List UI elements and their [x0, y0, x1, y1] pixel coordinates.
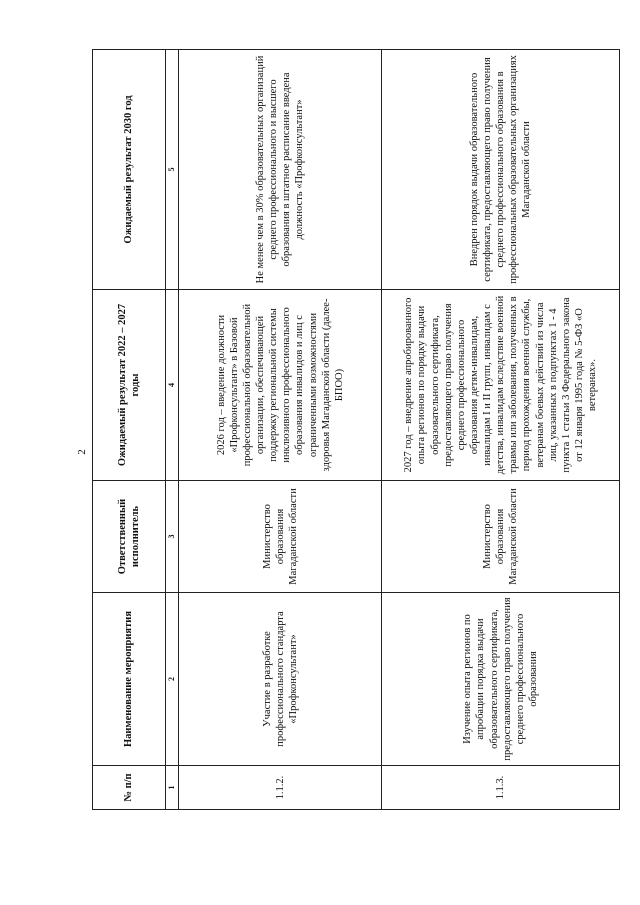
program-table	[92, 50, 620, 810]
header-executor: Ответственный исполнитель	[93, 481, 166, 593]
activity-name: Участие в разработке профессионального стандарта «Профконсультант»	[179, 593, 382, 766]
header-result-2030: Ожидаемый результат 2030 год	[93, 50, 166, 290]
row-number: 1.1.2.	[179, 766, 382, 810]
header-result-2027: Ожидаемый результат 2022 – 2027 годы	[93, 290, 166, 481]
header-number: № п/п	[93, 766, 166, 810]
header-activity-name: Наименование мероприятия	[93, 593, 166, 766]
result-2030: Не менее чем в 30% образовательных организаций среднего профессионального и высшего образования в штатное расписание введена должность «Профконсультант»	[179, 50, 382, 290]
result-2030: Внедрен порядок выдачи образовательного сертификата, предоставляющего право получения среднего профессионального образования в профессиональных образовательных организациях Магаданской области	[382, 50, 620, 290]
row-number: 1.1.3.	[382, 766, 620, 810]
column-number: 3	[166, 481, 179, 593]
column-number: 4	[166, 290, 179, 481]
column-numbers-row	[166, 50, 179, 810]
executor: Министерство образования Магаданской области	[179, 481, 382, 593]
table-row	[382, 50, 620, 810]
executor: Министерство образования Магаданской области	[382, 481, 620, 593]
page-number: 2	[76, 449, 88, 455]
table-header-row	[93, 50, 166, 810]
result-2027: 2027 год – внедрение апробированного опыта регионов по порядку выдачи образовательного сертификата, предоставляющего право получения среднего профессионального образования детям-инвалидам, инвалидам I и II групп, инвалидам с детства, инвалидам вследствие военной травмы или заболевания, полученных в период прохождения военной службы, ветеранам боевых действий из числа лиц, указанных в подпунктах 1 - 4 пункта 1 статьи 3 Федерального закона от 12 января 1995 года № 5-ФЗ «О ветеранах».	[382, 290, 620, 481]
column-number: 2	[166, 593, 179, 766]
result-2027: 2026 год – введение должности «Профконсультант» в Базовой профессиональной образовательной организации, обеспечивающей поддержку региональной системы инклюзивного профессионального образования инвалидов и лиц с ограниченными возможностями здоровья Магаданской области (далее- БПОО)	[179, 290, 382, 481]
column-number: 1	[166, 766, 179, 810]
activity-name: Изучение опыта регионов по апробации порядка выдачи образовательного сертификата, предоставляющего право получения среднего профессионального образования	[382, 593, 620, 766]
table-row	[179, 50, 382, 810]
column-number: 5	[166, 50, 179, 290]
